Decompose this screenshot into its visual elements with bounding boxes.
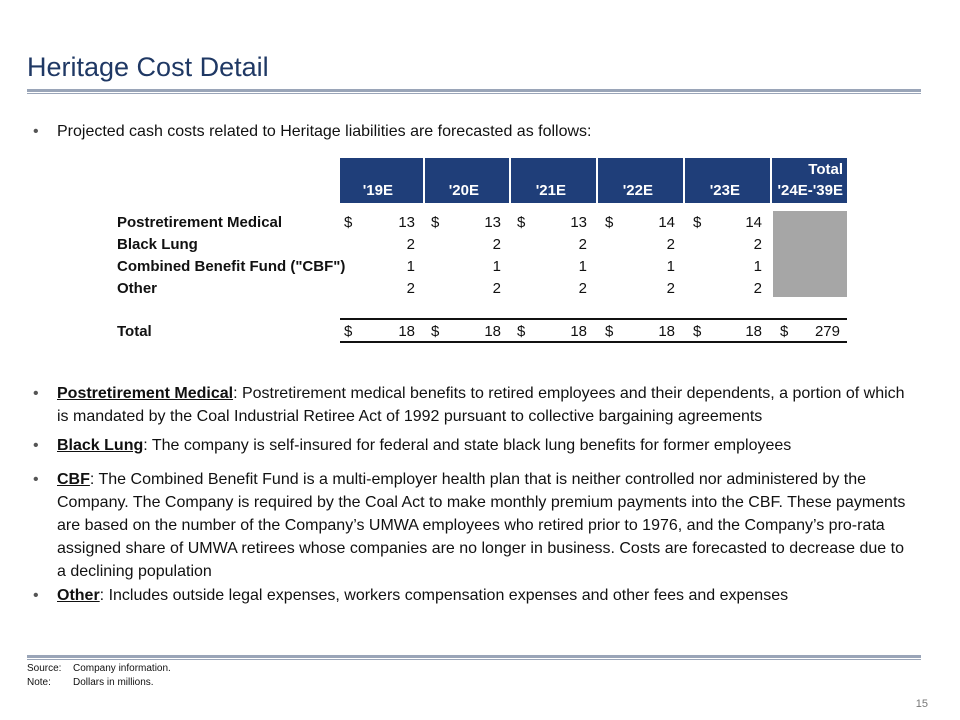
currency-symbol: $	[431, 214, 440, 231]
bullet-term: CBF	[57, 471, 90, 488]
total-cell: 18	[484, 323, 501, 340]
page-number: 15	[915, 698, 928, 710]
footer-divider-thin	[27, 659, 921, 660]
total-cell: 18	[658, 323, 675, 340]
total-cell: 18	[398, 323, 415, 340]
table-cell: 13	[398, 214, 415, 231]
table-cell: 2	[406, 236, 415, 253]
currency-symbol: $	[517, 214, 526, 231]
currency-symbol: $	[344, 214, 353, 231]
currency-symbol: $	[780, 323, 789, 340]
bullet-term: Black Lung	[57, 437, 144, 454]
bullet-text: : Postretirement medical benefits to retired employees and their dependents, a portion of which is mandated by the Coal Industrial Retiree Act of 1992 pursuant to collective bargaining agreements	[57, 385, 905, 425]
table-cell: 2	[666, 236, 675, 253]
source-value: Company information.	[73, 663, 171, 674]
table-cell: 13	[570, 214, 587, 231]
bullet-dot: •	[33, 123, 39, 140]
table-cell: 1	[406, 258, 415, 275]
col-header-20e: '20E	[425, 158, 509, 203]
bullet-text: : Includes outside legal expenses, workers compensation expenses and other fees and expenses	[99, 587, 789, 604]
table-cell: 2	[578, 280, 587, 297]
bullet-dot: •	[33, 385, 39, 402]
row-label: Combined Benefit Fund ("CBF")	[117, 258, 346, 275]
total-bottom-rule	[340, 341, 847, 343]
col-header-23e: '23E	[685, 158, 770, 203]
bullet-term: Other	[57, 587, 100, 604]
dollars-note	[27, 677, 154, 688]
currency-symbol: $	[693, 214, 702, 231]
note-value: Dollars in millions.	[73, 677, 154, 688]
table-cell: 14	[745, 214, 762, 231]
table-cell: 13	[484, 214, 501, 231]
title-divider	[27, 89, 921, 92]
bullet-text: : The Combined Benefit Fund is a multi-employer health plan that is neither controlled nor administered by the Company. The Company is required by the Coal Act to make monthly premium payments into the CBF. These payments are based on the number of the Company’s UMWA employees who retired prior to 1976, and the Company’s pro-rata assigned share of UMWA retirees whose companies are no longer in business. Costs are forecasted to decrease due to a declining population	[57, 471, 906, 580]
row-label: Black Lung	[117, 236, 198, 253]
total-cell: 18	[745, 323, 762, 340]
total-cell: 279	[814, 323, 840, 340]
bullet-text: : The company is self-insured for federal and state black lung benefits for former employees	[143, 437, 792, 454]
col-header-21e: '21E	[511, 158, 596, 203]
footer-divider	[27, 655, 921, 658]
bullet-dot: •	[33, 471, 39, 488]
currency-symbol: $	[517, 323, 526, 340]
table-cell: 1	[578, 258, 587, 275]
currency-symbol: $	[344, 323, 353, 340]
table-cell: 2	[578, 236, 587, 253]
currency-symbol: $	[431, 323, 440, 340]
table-cell: 2	[406, 280, 415, 297]
col-header-19e: '19E	[340, 158, 423, 203]
currency-symbol: $	[693, 323, 702, 340]
col-header-total: Total '24E-'39E	[772, 158, 847, 203]
source-key: Source:	[27, 663, 62, 674]
currency-symbol: $	[605, 214, 614, 231]
shaded-cell-block	[773, 211, 847, 297]
table-cell: 1	[666, 258, 675, 275]
table-cell: 1	[753, 258, 762, 275]
currency-symbol: $	[605, 323, 614, 340]
col-header-22e: '22E	[598, 158, 683, 203]
page-title: Heritage Cost Detail	[27, 52, 269, 82]
total-cell: 18	[570, 323, 587, 340]
total-top-rule	[340, 318, 847, 320]
note-key: Note:	[27, 677, 51, 688]
table-cell: 2	[666, 280, 675, 297]
table-cell: 2	[753, 280, 762, 297]
table-cell: 1	[492, 258, 501, 275]
title-divider-thin	[27, 93, 921, 94]
table-cell: 2	[492, 280, 501, 297]
bullet-term: Postretirement Medical	[57, 385, 234, 402]
bullet-dot: •	[33, 437, 39, 454]
table-cell: 2	[492, 236, 501, 253]
row-label: Postretirement Medical	[117, 214, 283, 231]
source-note	[27, 663, 171, 674]
row-label: Other	[117, 280, 158, 297]
bullet-dot: •	[33, 587, 39, 604]
table-cell: 14	[658, 214, 675, 231]
table-cell: 2	[753, 236, 762, 253]
total-label: Total	[117, 323, 152, 340]
intro-text: Projected cash costs related to Heritage liabilities are forecasted as follows:	[57, 123, 592, 140]
